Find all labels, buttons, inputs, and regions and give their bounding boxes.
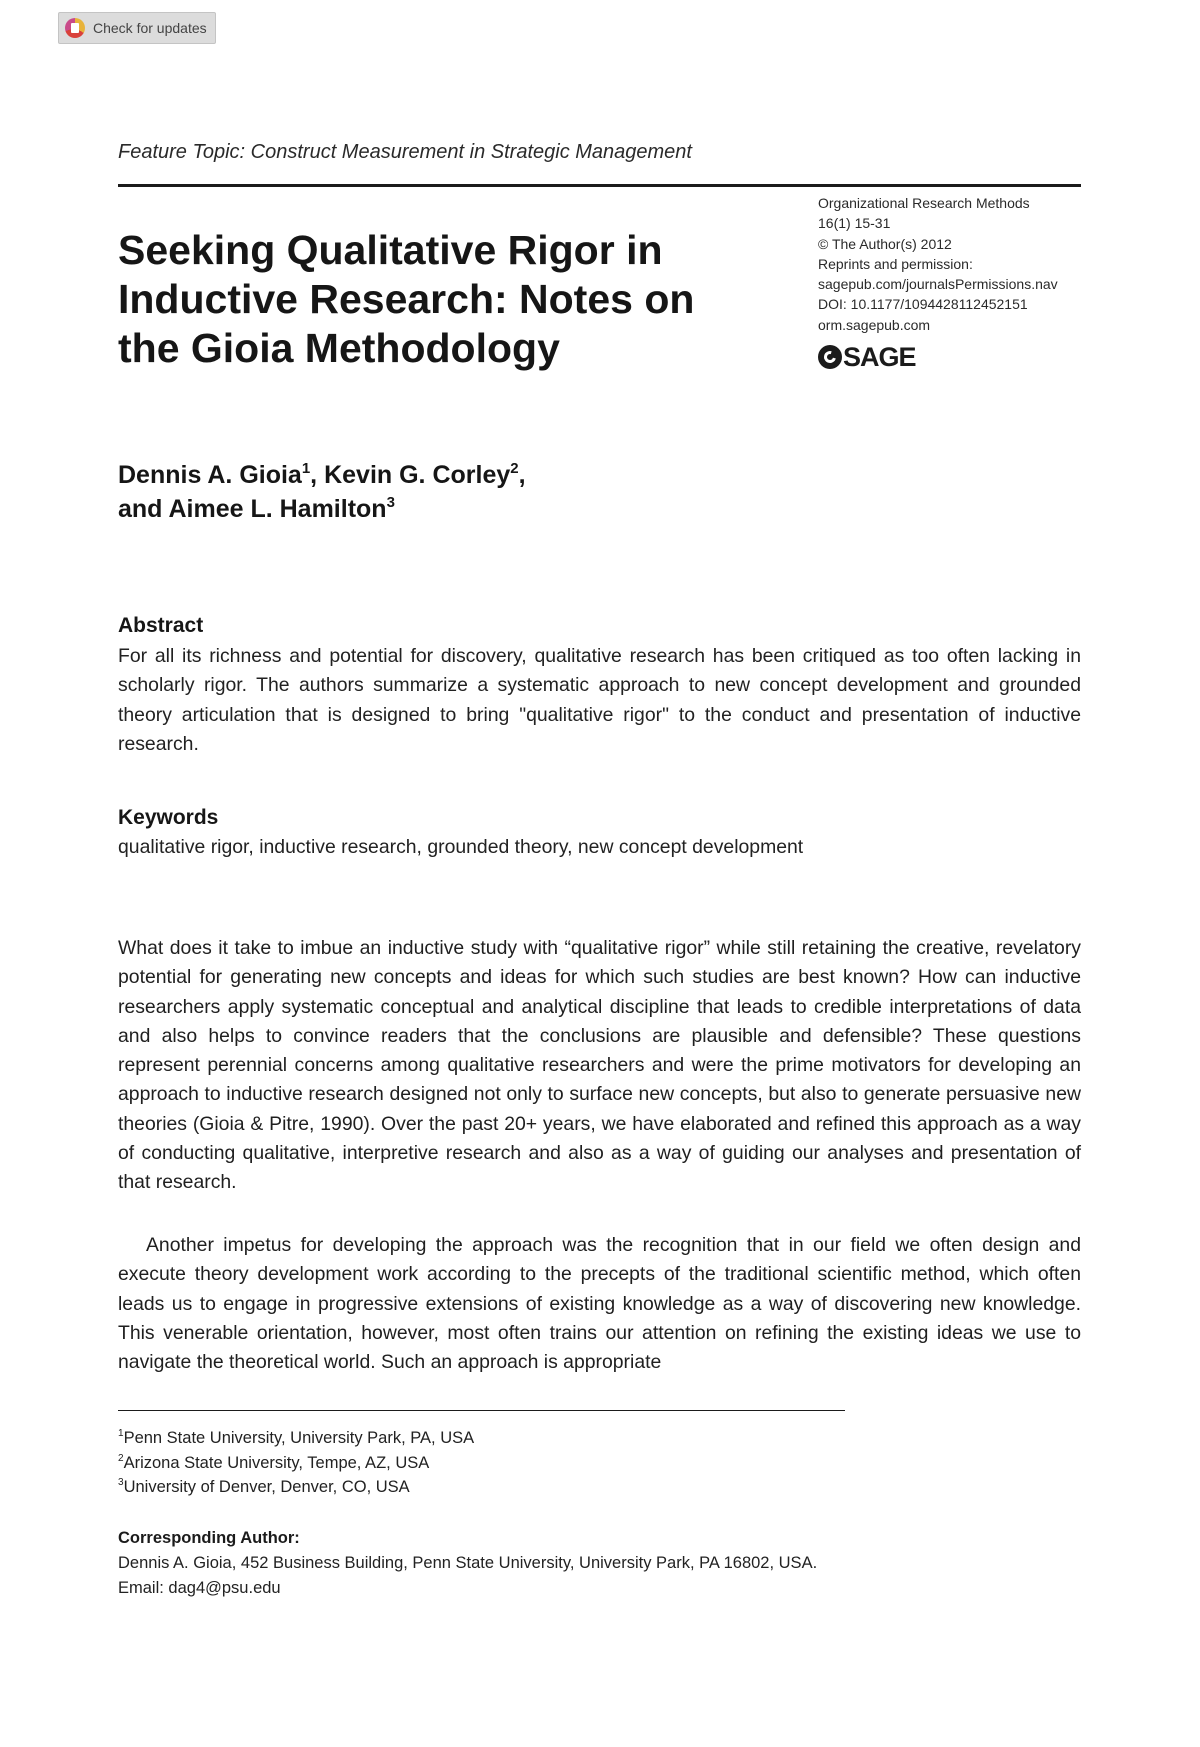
abstract-heading: Abstract [118, 614, 204, 637]
footnote [118, 1426, 918, 1451]
journal-volume: 16(1) 15-31 [818, 215, 891, 232]
authors [118, 458, 818, 526]
permissions-link[interactable]: sagepub.com/journalsPermissions.nav [818, 276, 1058, 293]
author-name: Dennis A. Gioia [118, 461, 302, 489]
author-conjunction: and [118, 495, 169, 523]
article-title: Seeking Qualitative Rigor in Inductive Research: Notes on the Gioia Methodology [118, 227, 695, 371]
affiliation-marker: 3 [386, 494, 395, 511]
affiliation-marker: 2 [510, 460, 519, 477]
footnote [118, 1451, 918, 1476]
body-paragraph: Another impetus for developing the approach was the recognition that in our field we often design and execute theory development work according to the precepts of the traditional scientific method, which often leads us to engage in progressive extensions of existing knowledge as a way of discovering new knowledge. This venerable orientation, however, most often trains our attention on refining the existing ideas we use to navigate the theoretical world. Such an approach is appropriate [118, 1234, 1081, 1374]
header-rule [118, 184, 1081, 187]
sage-logo [818, 342, 916, 372]
affiliation-marker: 1 [301, 460, 311, 477]
footnote-rule [118, 1410, 845, 1411]
journal-meta [818, 193, 1088, 335]
footnote-text: Penn State University, University Park, PA, USA [123, 1429, 475, 1447]
footnote [118, 1475, 918, 1500]
author-name: Kevin G. Corley [324, 461, 511, 489]
sage-logo-icon [818, 345, 842, 369]
reprints-label: Reprints and permission: [818, 255, 973, 272]
author-separator: , [518, 461, 526, 489]
journal-name: Organizational Research Methods [818, 195, 1030, 211]
footnote-text: University of Denver, Denver, CO, USA [123, 1478, 410, 1497]
journal-site-link[interactable]: orm.sagepub.com [818, 316, 931, 333]
corresponding-author [118, 1551, 1018, 1600]
footnote-number: 3 [118, 1477, 124, 1489]
body-paragraph: What does it take to imbue an inductive study with “qualitative rigor” while still retaining the creative, revelatory potential for generating new concepts and ideas for which such studies are best known? How can inductive researchers apply systematic conceptual and analytical discipline that leads to credible interpretations of data and also helps to convince readers that the conclusions are plausible and defensible? These questions represent perennial concerns among qualitative researchers and were the prime motivators for developing an approach to inductive research designed not only to surface new concepts, but also to generate persuasive new theories (Gioia & Pitre, 1990). Over the past 20+ years, we have elaborated and refined this approach as a way of conducting qualitative, interpretive research and also as a way of guiding our analyses and presentation of that research. [118, 937, 1081, 1194]
keywords-text: qualitative rigor, inductive research, grounded theory, new concept development [118, 836, 804, 858]
footnote-text: Arizona State University, Tempe, AZ, USA [123, 1453, 430, 1472]
corresponding-address: Dennis A. Gioia, 452 Business Building, Penn State University, University Park, PA 16802, USA. [118, 1554, 818, 1572]
feature-topic: Feature Topic: Construct Measurement in Strategic Management [118, 141, 692, 163]
abstract-text: For all its richness and potential for discovery, qualitative research has been critiqued as too often lacking in scholarly rigor. The authors summarize a systematic approach to new concept development and grounded theory articulation that is designed to bring "qualitative rigor" to the conduct and presentation of inductive research. [118, 645, 1081, 755]
check-for-updates-label: Check for updates [93, 20, 207, 36]
keywords-heading: Keywords [118, 806, 219, 829]
corresponding-email[interactable]: Email: dag4@psu.edu [118, 1578, 281, 1597]
doi[interactable]: DOI: 10.1177/1094428112452151 [818, 296, 1028, 313]
footnote-number: 1 [118, 1428, 124, 1439]
footnote-number: 2 [118, 1452, 124, 1464]
check-for-updates-button[interactable] [58, 12, 216, 44]
author-separator: , [310, 461, 325, 489]
copyright: © The Author(s) 2012 [818, 235, 952, 252]
sage-logo-text: SAGE [843, 341, 916, 372]
author-name: Aimee L. Hamilton [168, 495, 387, 523]
corresponding-author-heading: Corresponding Author: [118, 1529, 300, 1547]
footnotes [118, 1426, 918, 1500]
crossmark-icon [65, 18, 85, 38]
